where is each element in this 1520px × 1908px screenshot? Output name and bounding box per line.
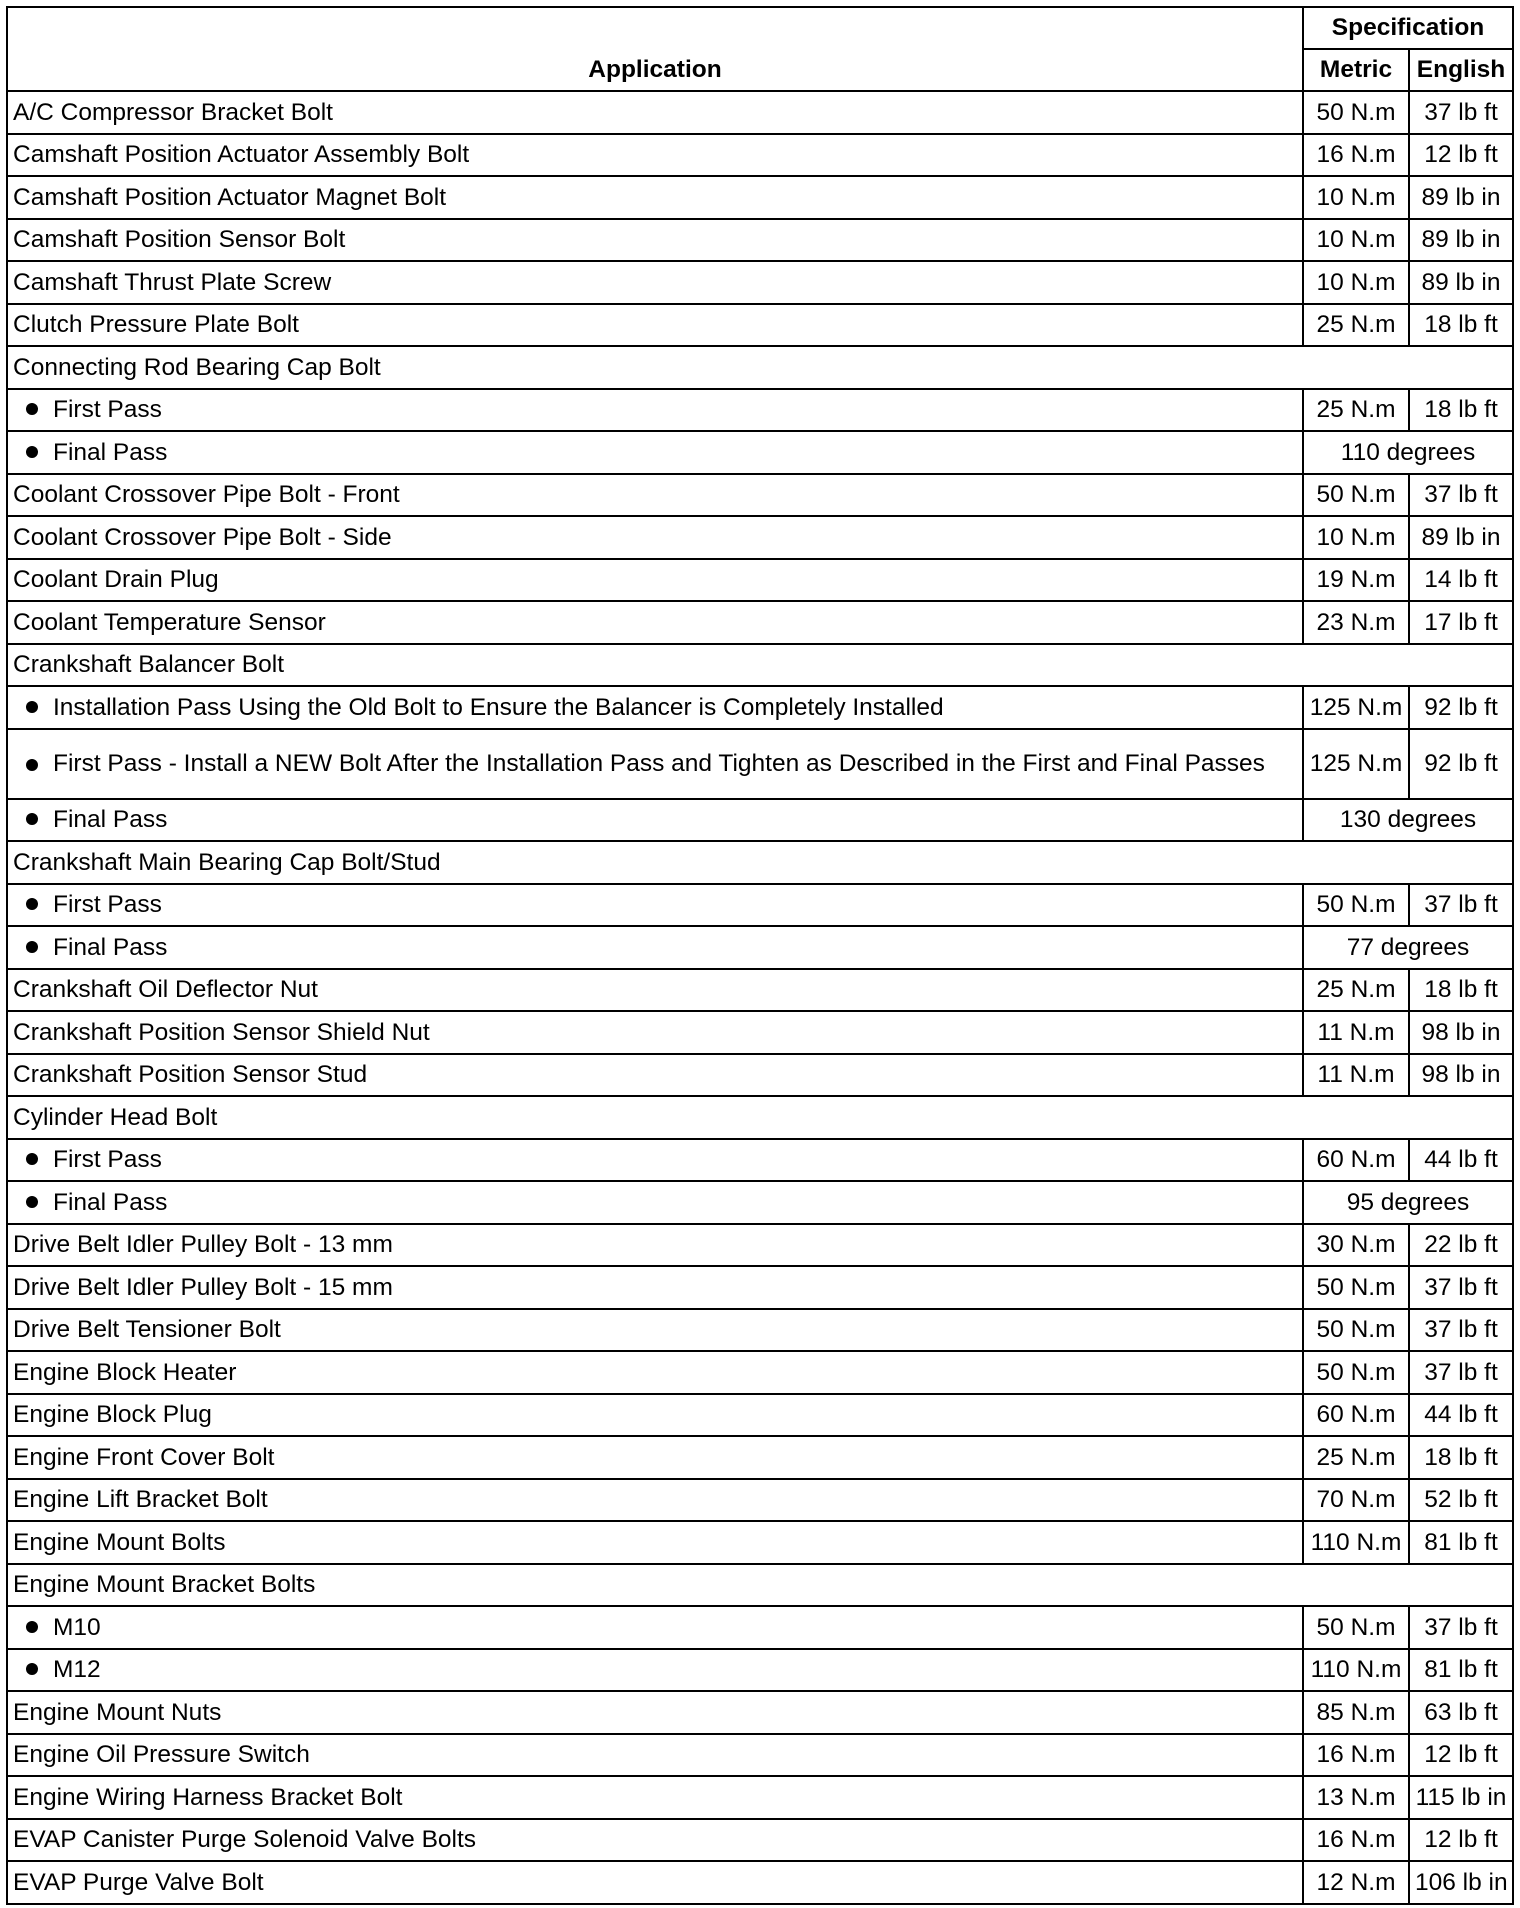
table-row <box>7 1394 1513 1437</box>
table-row <box>7 1351 1513 1394</box>
application-cell: Crankshaft Position Sensor Shield Nut <box>7 1011 1303 1054</box>
english-value-cell: 63 lb ft <box>1409 1691 1513 1734</box>
table-row <box>7 91 1513 134</box>
metric-value-cell: 25 N.m <box>1303 1436 1409 1479</box>
application-cell: Engine Lift Bracket Bolt <box>7 1479 1303 1522</box>
application-cell: Camshaft Position Actuator Magnet Bolt <box>7 176 1303 219</box>
metric-value-cell: 125 N.m <box>1303 686 1409 729</box>
english-value-cell: 12 lb ft <box>1409 1819 1513 1862</box>
table-row <box>7 1776 1513 1819</box>
table-subrow <box>7 884 1513 927</box>
bullet-icon <box>26 898 38 910</box>
table-row <box>7 1436 1513 1479</box>
table-body <box>7 91 1513 1904</box>
english-value-cell: 81 lb ft <box>1409 1521 1513 1564</box>
metric-value-cell: 16 N.m <box>1303 1734 1409 1777</box>
application-cell <box>7 686 1303 729</box>
application-text: First Pass <box>53 396 162 424</box>
metric-value-cell: 12 N.m <box>1303 1861 1409 1904</box>
table-row <box>7 1734 1513 1777</box>
metric-value-cell: 23 N.m <box>1303 601 1409 644</box>
metric-value-cell: 50 N.m <box>1303 91 1409 134</box>
application-cell: Engine Block Heater <box>7 1351 1303 1394</box>
english-value-cell: 12 lb ft <box>1409 1734 1513 1777</box>
table-header <box>7 7 1513 91</box>
english-value-cell: 14 lb ft <box>1409 559 1513 602</box>
application-cell: Connecting Rod Bearing Cap Bolt <box>7 346 1513 389</box>
application-text: First Pass <box>53 891 162 919</box>
metric-value-cell: 11 N.m <box>1303 1011 1409 1054</box>
application-cell: Drive Belt Idler Pulley Bolt - 15 mm <box>7 1266 1303 1309</box>
english-value-cell: 89 lb in <box>1409 516 1513 559</box>
table-row <box>7 969 1513 1012</box>
metric-value-cell: 25 N.m <box>1303 304 1409 347</box>
application-cell: Coolant Crossover Pipe Bolt - Front <box>7 474 1303 517</box>
bullet-icon <box>26 1621 38 1633</box>
english-value-cell: 37 lb ft <box>1409 1266 1513 1309</box>
table-subrow <box>7 686 1513 729</box>
application-cell: Coolant Temperature Sensor <box>7 601 1303 644</box>
table-row <box>7 1266 1513 1309</box>
bullet-icon <box>26 1153 38 1165</box>
application-cell <box>7 729 1303 799</box>
application-text: Final Pass <box>53 438 168 466</box>
table-row <box>7 1224 1513 1267</box>
metric-value-cell: 16 N.m <box>1303 134 1409 177</box>
table-row <box>7 601 1513 644</box>
table-subrow <box>7 729 1513 799</box>
table-row <box>7 1521 1513 1564</box>
fastener-specification-table <box>6 6 1514 1905</box>
english-value-cell: 37 lb ft <box>1409 91 1513 134</box>
table-row <box>7 1309 1513 1352</box>
table-subrow <box>7 1181 1513 1224</box>
table-subrow <box>7 1649 1513 1692</box>
application-cell <box>7 926 1303 969</box>
metric-value-cell: 13 N.m <box>1303 1776 1409 1819</box>
application-cell: Crankshaft Position Sensor Stud <box>7 1054 1303 1097</box>
application-header: Application <box>7 7 1303 91</box>
metric-value-cell: 125 N.m <box>1303 729 1409 799</box>
metric-value-cell: 110 N.m <box>1303 1521 1409 1564</box>
english-value-cell: 92 lb ft <box>1409 729 1513 799</box>
table-group-row <box>7 1564 1513 1607</box>
application-cell: A/C Compressor Bracket Bolt <box>7 91 1303 134</box>
metric-value-cell: 10 N.m <box>1303 176 1409 219</box>
table-subrow <box>7 431 1513 474</box>
application-cell: Cylinder Head Bolt <box>7 1096 1513 1139</box>
english-value-cell: 22 lb ft <box>1409 1224 1513 1267</box>
application-cell: Engine Mount Bracket Bolts <box>7 1564 1513 1607</box>
bullet-icon <box>26 446 38 458</box>
metric-value-cell: 60 N.m <box>1303 1139 1409 1182</box>
application-cell: Crankshaft Main Bearing Cap Bolt/Stud <box>7 841 1513 884</box>
application-text: Final Pass <box>53 1188 168 1216</box>
table-group-row <box>7 1096 1513 1139</box>
english-value-cell: 12 lb ft <box>1409 134 1513 177</box>
application-cell: Engine Front Cover Bolt <box>7 1436 1303 1479</box>
english-value-cell: 98 lb in <box>1409 1011 1513 1054</box>
application-cell <box>7 1181 1303 1224</box>
application-cell: Camshaft Thrust Plate Screw <box>7 261 1303 304</box>
angle-spec-cell: 110 degrees <box>1303 431 1513 474</box>
bullet-icon <box>26 701 38 713</box>
english-value-cell: 37 lb ft <box>1409 884 1513 927</box>
application-cell: EVAP Purge Valve Bolt <box>7 1861 1303 1904</box>
table-group-row <box>7 841 1513 884</box>
english-value-cell: 37 lb ft <box>1409 1606 1513 1649</box>
application-cell <box>7 431 1303 474</box>
metric-value-cell: 25 N.m <box>1303 389 1409 432</box>
application-text: Installation Pass Using the Old Bolt to Ensure the Balancer is Completely Installed <box>53 693 944 721</box>
metric-value-cell: 50 N.m <box>1303 1266 1409 1309</box>
application-cell <box>7 884 1303 927</box>
english-value-cell: 44 lb ft <box>1409 1139 1513 1182</box>
table-group-row <box>7 346 1513 389</box>
english-value-cell: 37 lb ft <box>1409 1351 1513 1394</box>
metric-value-cell: 60 N.m <box>1303 1394 1409 1437</box>
table-row <box>7 1011 1513 1054</box>
english-value-cell: 52 lb ft <box>1409 1479 1513 1522</box>
application-cell: Camshaft Position Actuator Assembly Bolt <box>7 134 1303 177</box>
english-value-cell: 37 lb ft <box>1409 474 1513 517</box>
application-cell <box>7 799 1303 842</box>
metric-value-cell: 19 N.m <box>1303 559 1409 602</box>
table-subrow <box>7 389 1513 432</box>
application-cell: Engine Wiring Harness Bracket Bolt <box>7 1776 1303 1819</box>
bullet-icon <box>26 1663 38 1675</box>
metric-value-cell: 10 N.m <box>1303 219 1409 262</box>
bullet-icon <box>26 813 38 825</box>
application-text: M12 <box>53 1656 101 1684</box>
application-cell <box>7 389 1303 432</box>
metric-value-cell: 10 N.m <box>1303 261 1409 304</box>
application-text: M10 <box>53 1613 101 1641</box>
metric-value-cell: 30 N.m <box>1303 1224 1409 1267</box>
table-subrow <box>7 1139 1513 1182</box>
application-cell: Clutch Pressure Plate Bolt <box>7 304 1303 347</box>
table-subrow <box>7 926 1513 969</box>
english-value-cell: 115 lb in <box>1409 1776 1513 1819</box>
bullet-icon <box>26 759 38 771</box>
table-row <box>7 134 1513 177</box>
bullet-icon <box>26 941 38 953</box>
metric-value-cell: 16 N.m <box>1303 1819 1409 1862</box>
angle-spec-cell: 77 degrees <box>1303 926 1513 969</box>
application-text: First Pass - Install a NEW Bolt After the Installation Pass and Tighten as Described in the First and Final Passes <box>53 749 1265 777</box>
english-value-cell: 89 lb in <box>1409 261 1513 304</box>
metric-value-cell: 85 N.m <box>1303 1691 1409 1734</box>
english-value-cell: 18 lb ft <box>1409 969 1513 1012</box>
angle-spec-cell: 95 degrees <box>1303 1181 1513 1224</box>
application-text: First Pass <box>53 1146 162 1174</box>
table-row <box>7 1861 1513 1904</box>
english-value-cell: 89 lb in <box>1409 219 1513 262</box>
english-value-cell: 106 lb in <box>1409 1861 1513 1904</box>
english-value-cell: 89 lb in <box>1409 176 1513 219</box>
bullet-icon <box>26 1196 38 1208</box>
table-row <box>7 261 1513 304</box>
metric-value-cell: 70 N.m <box>1303 1479 1409 1522</box>
metric-value-cell: 50 N.m <box>1303 1606 1409 1649</box>
application-cell: Engine Block Plug <box>7 1394 1303 1437</box>
metric-value-cell: 11 N.m <box>1303 1054 1409 1097</box>
application-cell: Crankshaft Oil Deflector Nut <box>7 969 1303 1012</box>
application-cell: Engine Mount Bolts <box>7 1521 1303 1564</box>
metric-value-cell: 10 N.m <box>1303 516 1409 559</box>
metric-value-cell: 50 N.m <box>1303 474 1409 517</box>
english-value-cell: 37 lb ft <box>1409 1309 1513 1352</box>
english-value-cell: 18 lb ft <box>1409 389 1513 432</box>
metric-value-cell: 50 N.m <box>1303 884 1409 927</box>
application-cell: Coolant Crossover Pipe Bolt - Side <box>7 516 1303 559</box>
bullet-icon <box>26 403 38 415</box>
application-cell <box>7 1606 1303 1649</box>
application-cell: Engine Oil Pressure Switch <box>7 1734 1303 1777</box>
english-value-cell: 18 lb ft <box>1409 304 1513 347</box>
table-row <box>7 1054 1513 1097</box>
application-cell <box>7 1139 1303 1182</box>
table-row <box>7 1691 1513 1734</box>
table-row <box>7 1819 1513 1862</box>
table-row <box>7 304 1513 347</box>
table-subrow <box>7 1606 1513 1649</box>
application-cell: Drive Belt Idler Pulley Bolt - 13 mm <box>7 1224 1303 1267</box>
application-text: Final Pass <box>53 933 168 961</box>
table-row <box>7 219 1513 262</box>
table-row <box>7 1479 1513 1522</box>
english-value-cell: 98 lb in <box>1409 1054 1513 1097</box>
english-value-cell: 17 lb ft <box>1409 601 1513 644</box>
metric-header: Metric <box>1303 49 1409 91</box>
metric-value-cell: 110 N.m <box>1303 1649 1409 1692</box>
application-cell <box>7 1649 1303 1692</box>
table-row <box>7 474 1513 517</box>
table-group-row <box>7 644 1513 687</box>
english-value-cell: 18 lb ft <box>1409 1436 1513 1479</box>
table-subrow <box>7 799 1513 842</box>
application-cell: Camshaft Position Sensor Bolt <box>7 219 1303 262</box>
english-value-cell: 92 lb ft <box>1409 686 1513 729</box>
english-value-cell: 81 lb ft <box>1409 1649 1513 1692</box>
application-cell: Crankshaft Balancer Bolt <box>7 644 1513 687</box>
application-text: Final Pass <box>53 806 168 834</box>
angle-spec-cell: 130 degrees <box>1303 799 1513 842</box>
application-cell: EVAP Canister Purge Solenoid Valve Bolts <box>7 1819 1303 1862</box>
application-cell: Engine Mount Nuts <box>7 1691 1303 1734</box>
metric-value-cell: 50 N.m <box>1303 1351 1409 1394</box>
specification-header: Specification <box>1303 7 1513 49</box>
english-header: English <box>1409 49 1513 91</box>
application-cell: Drive Belt Tensioner Bolt <box>7 1309 1303 1352</box>
metric-value-cell: 25 N.m <box>1303 969 1409 1012</box>
application-cell: Coolant Drain Plug <box>7 559 1303 602</box>
table-row <box>7 176 1513 219</box>
table-row <box>7 516 1513 559</box>
metric-value-cell: 50 N.m <box>1303 1309 1409 1352</box>
table-row <box>7 559 1513 602</box>
english-value-cell: 44 lb ft <box>1409 1394 1513 1437</box>
